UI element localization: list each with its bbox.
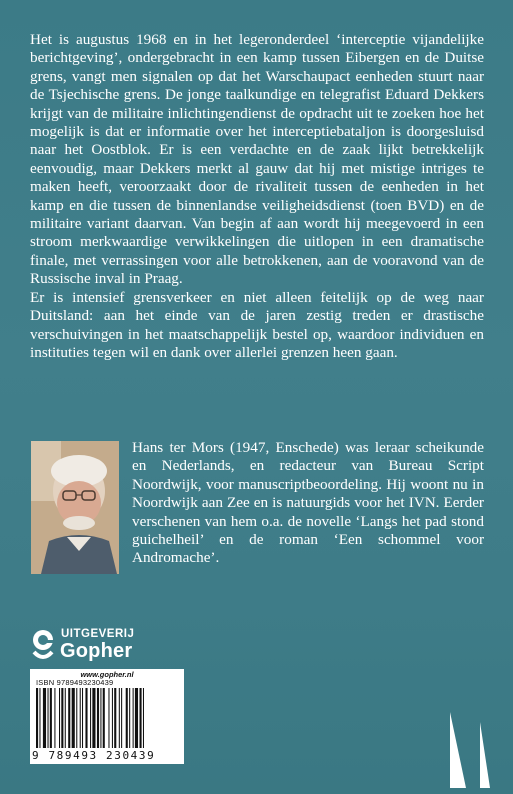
pencil-icon <box>440 712 504 788</box>
isbn-text: ISBN 9789493230439 <box>36 678 114 687</box>
gopher-logo-icon <box>30 628 56 662</box>
publisher-name: Gopher <box>60 640 133 662</box>
barcode-digits: 9 789493 230439 <box>32 749 156 762</box>
author-photo <box>31 441 119 574</box>
publisher-url: www.gopher.nl <box>80 670 134 679</box>
publisher-prefix: UITGEVERIJ <box>61 628 135 640</box>
barcode-label <box>30 669 184 764</box>
back-cover-blurb <box>30 31 484 362</box>
author-bio: Hans ter Mors (1947, Enschede) was leraar scheikunde en Nederlands, en redacteur van Bureau Script Noordwijk, voor manuscriptbeoordeling. Hij woont nu in Noordwijk aan Zee en is natuurgids voor het IVN. Eerder verschenen van hem o.a. de novelle ‘Langs het pad stond guichelheil’ en de roman ‘Een schommel voor Andromache’. <box>132 439 484 567</box>
blurb-paragraph-2: Er is intensief grensverkeer en niet alleen feitelijk op de weg naar Duitsland: aan het einde van de jaren zestig treden er drastische verschuivingen in het maatschappelijk bestel op, waardoor individuen en instituties tegen wil en dank over allerlei grenzen heen gaan. <box>30 288 484 361</box>
barcode-bars <box>36 688 178 748</box>
publisher-logo <box>30 626 140 664</box>
blurb-paragraph-1: Het is augustus 1968 en in het legeronderdeel ‘interceptie vijandelijke berichtgeving’, ondergebracht in een kamp tussen Eibergen en de Duitse grens, vangt men signalen op dat het Warschaupact eenheden stuurt naar de Tsjechische grens. De jonge taalkundige en telegrafist Eduard Dekkers krijgt van de militaire inlichtingendienst de opdracht uit te zoeken hoe het mogelijk is dat er informatie over het interceptiebataljon is doorgesluisd naar het Oostblok. Er is een verdachte en de zaak lijkt betrekkelijk eenvoudig, maar Dekkers merkt al gauw dat hij met mistige intriges te maken heeft, veroorzaakt door de rivaliteit tussen de eenheden in het kamp en die tussen de binnenlandse veiligheidsdienst (toen BVD) en de militaire variant daarvan. Van begin af aan wordt hij meegevoerd in een stroom merkwaardige verwikkelingen die uitlopen in een dramatische finale, met verrassingen voor alle betrokkenen, aan de vooravond van de Russische inval in Praag. <box>30 31 484 288</box>
